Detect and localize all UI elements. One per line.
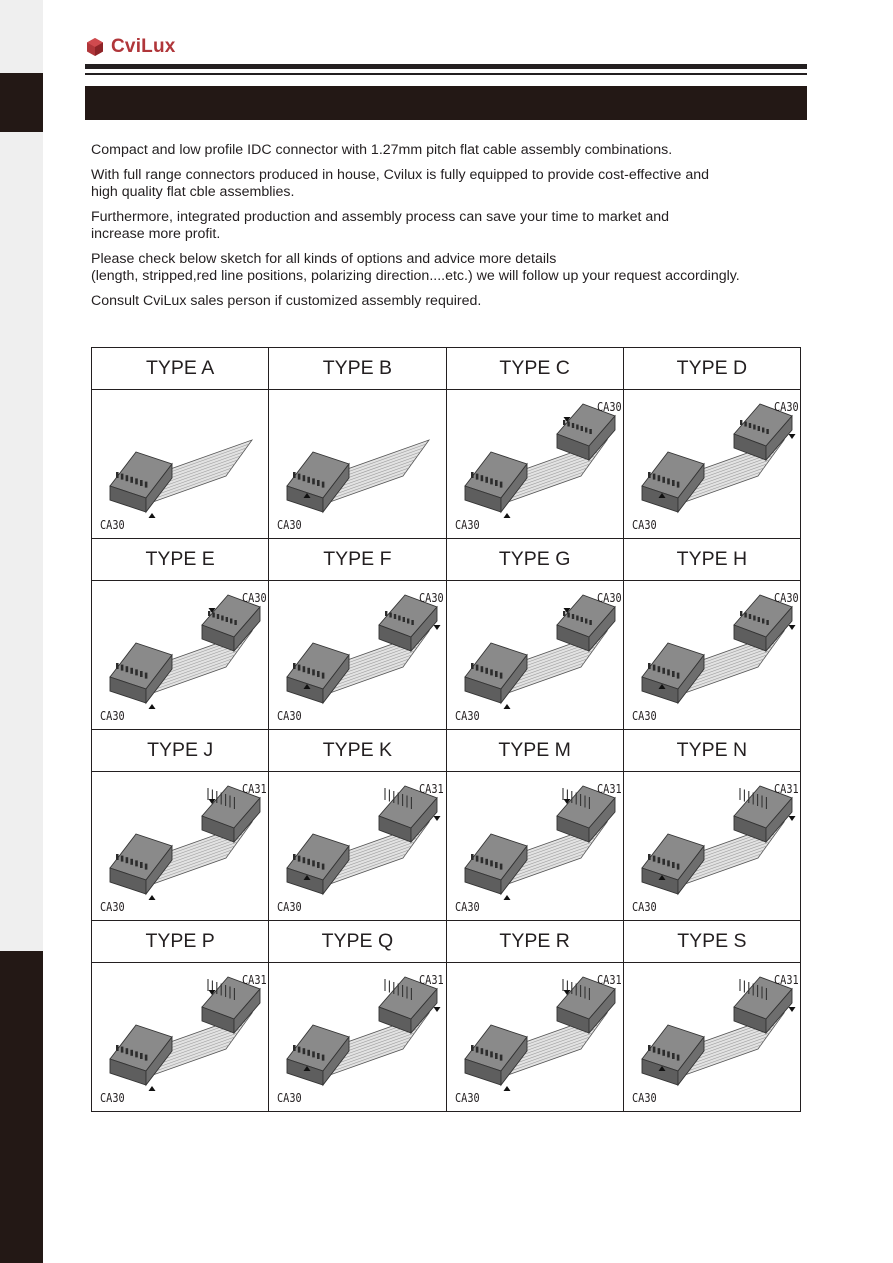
type-illustration (269, 963, 445, 1111)
type-illustration (92, 963, 268, 1111)
type-name: TYPE B (269, 348, 446, 390)
type-name: TYPE N (623, 730, 800, 772)
brand-name: CviLux (111, 36, 176, 57)
top-connector-label: CA30 (596, 399, 622, 414)
type-cell (269, 581, 446, 730)
type-illustration (447, 390, 623, 538)
intro-paragraph: Consult CviLux sales person if customized assembly required. (91, 293, 482, 309)
bottom-connector-label: CA30 (631, 708, 657, 723)
type-name: TYPE E (92, 539, 269, 581)
top-connector-label: CA31 (242, 781, 267, 796)
type-illustration (447, 581, 623, 729)
intro-text (91, 142, 803, 318)
header-rule-thick (85, 64, 807, 69)
bottom-connector-label: CA30 (631, 899, 657, 914)
bottom-connector-label: CA30 (277, 708, 302, 723)
assembly-type-table (91, 347, 801, 1112)
type-cell (269, 772, 446, 921)
bottom-connector-label: CA30 (631, 1090, 657, 1105)
type-cell (92, 581, 269, 730)
bottom-connector-label: CA30 (277, 517, 302, 532)
type-illustration (624, 963, 800, 1111)
top-connector-label: CA31 (419, 781, 445, 796)
type-cell (446, 390, 623, 539)
type-cell (92, 390, 269, 539)
type-header-row (92, 348, 801, 390)
top-connector-label: CA30 (596, 590, 622, 605)
type-illustration (269, 390, 445, 538)
type-image-row (92, 963, 801, 1112)
type-name: TYPE Q (269, 921, 446, 963)
type-name: TYPE A (92, 348, 269, 390)
type-illustration (269, 581, 445, 729)
type-name: TYPE F (269, 539, 446, 581)
top-connector-label: CA30 (242, 590, 267, 605)
brand-logo (85, 36, 176, 58)
bottom-connector-label: CA30 (100, 899, 125, 914)
type-header-row (92, 539, 801, 581)
bottom-connector-label: CA30 (454, 708, 480, 723)
type-illustration (447, 963, 623, 1111)
top-connector-label: CA31 (773, 781, 799, 796)
type-cell (623, 581, 800, 730)
cable-assembly-drawing (269, 390, 445, 538)
type-header-row (92, 921, 801, 963)
header-rule-thin (85, 73, 807, 75)
type-cell (92, 772, 269, 921)
type-illustration (92, 390, 268, 538)
bottom-connector-label: CA30 (631, 517, 657, 532)
top-connector-label: CA31 (596, 781, 622, 796)
type-illustration (624, 772, 800, 920)
type-name: TYPE C (446, 348, 623, 390)
type-name: TYPE M (446, 730, 623, 772)
type-name: TYPE R (446, 921, 623, 963)
top-connector-label: CA31 (596, 972, 622, 987)
type-illustration (92, 581, 268, 729)
type-cell (446, 772, 623, 921)
type-illustration (624, 390, 800, 538)
type-name: TYPE S (623, 921, 800, 963)
top-connector-label: CA31 (773, 972, 799, 987)
top-connector-label: CA31 (419, 972, 445, 987)
intro-paragraph: Please check below sketch for all kinds of options and advice more details (length, stripped,red line positions, polarizing direction....etc.) we will follow up your request accordingly. (91, 251, 740, 284)
type-illustration (624, 581, 800, 729)
type-cell (623, 390, 800, 539)
type-illustration (269, 772, 445, 920)
intro-paragraph: With full range connectors produced in house, Cvilux is fully equipped to provide cost-effective and high quality flat cble assemblies. (91, 167, 710, 200)
type-cell (446, 963, 623, 1112)
type-cell (623, 963, 800, 1112)
intro-paragraph: Compact and low profile IDC connector with 1.27mm pitch flat cable assembly combinations. (91, 142, 673, 158)
top-connector-label: CA30 (773, 399, 799, 414)
type-image-row (92, 390, 801, 539)
type-cell (269, 390, 446, 539)
side-tab-bottom (0, 951, 43, 1263)
type-cell (446, 581, 623, 730)
type-name: TYPE P (92, 921, 269, 963)
type-image-row (92, 581, 801, 730)
brand-hexagon-icon (85, 37, 105, 57)
type-header-row (92, 730, 801, 772)
intro-paragraph: Furthermore, integrated production and assembly process can save your time to market and increase more profit. (91, 209, 670, 242)
top-connector-label: CA30 (419, 590, 445, 605)
type-cell (269, 963, 446, 1112)
top-connector-label: CA31 (242, 972, 267, 987)
type-name: TYPE G (446, 539, 623, 581)
type-name: TYPE J (92, 730, 269, 772)
bottom-connector-label: CA30 (454, 1090, 480, 1105)
type-name: TYPE D (623, 348, 800, 390)
type-cell (92, 963, 269, 1112)
type-name: TYPE H (623, 539, 800, 581)
cable-assembly-drawing (92, 390, 268, 538)
bottom-connector-label: CA30 (277, 899, 302, 914)
type-name: TYPE K (269, 730, 446, 772)
bottom-connector-label: CA30 (454, 899, 480, 914)
type-image-row (92, 772, 801, 921)
bottom-connector-label: CA30 (100, 708, 125, 723)
top-connector-label: CA30 (773, 590, 799, 605)
type-illustration (447, 772, 623, 920)
bottom-connector-label: CA30 (277, 1090, 302, 1105)
bottom-connector-label: CA30 (100, 1090, 125, 1105)
bottom-connector-label: CA30 (100, 517, 125, 532)
type-cell (623, 772, 800, 921)
type-illustration (92, 772, 268, 920)
bottom-connector-label: CA30 (454, 517, 480, 532)
side-tab-top (0, 73, 43, 132)
section-title-bar (85, 86, 807, 120)
